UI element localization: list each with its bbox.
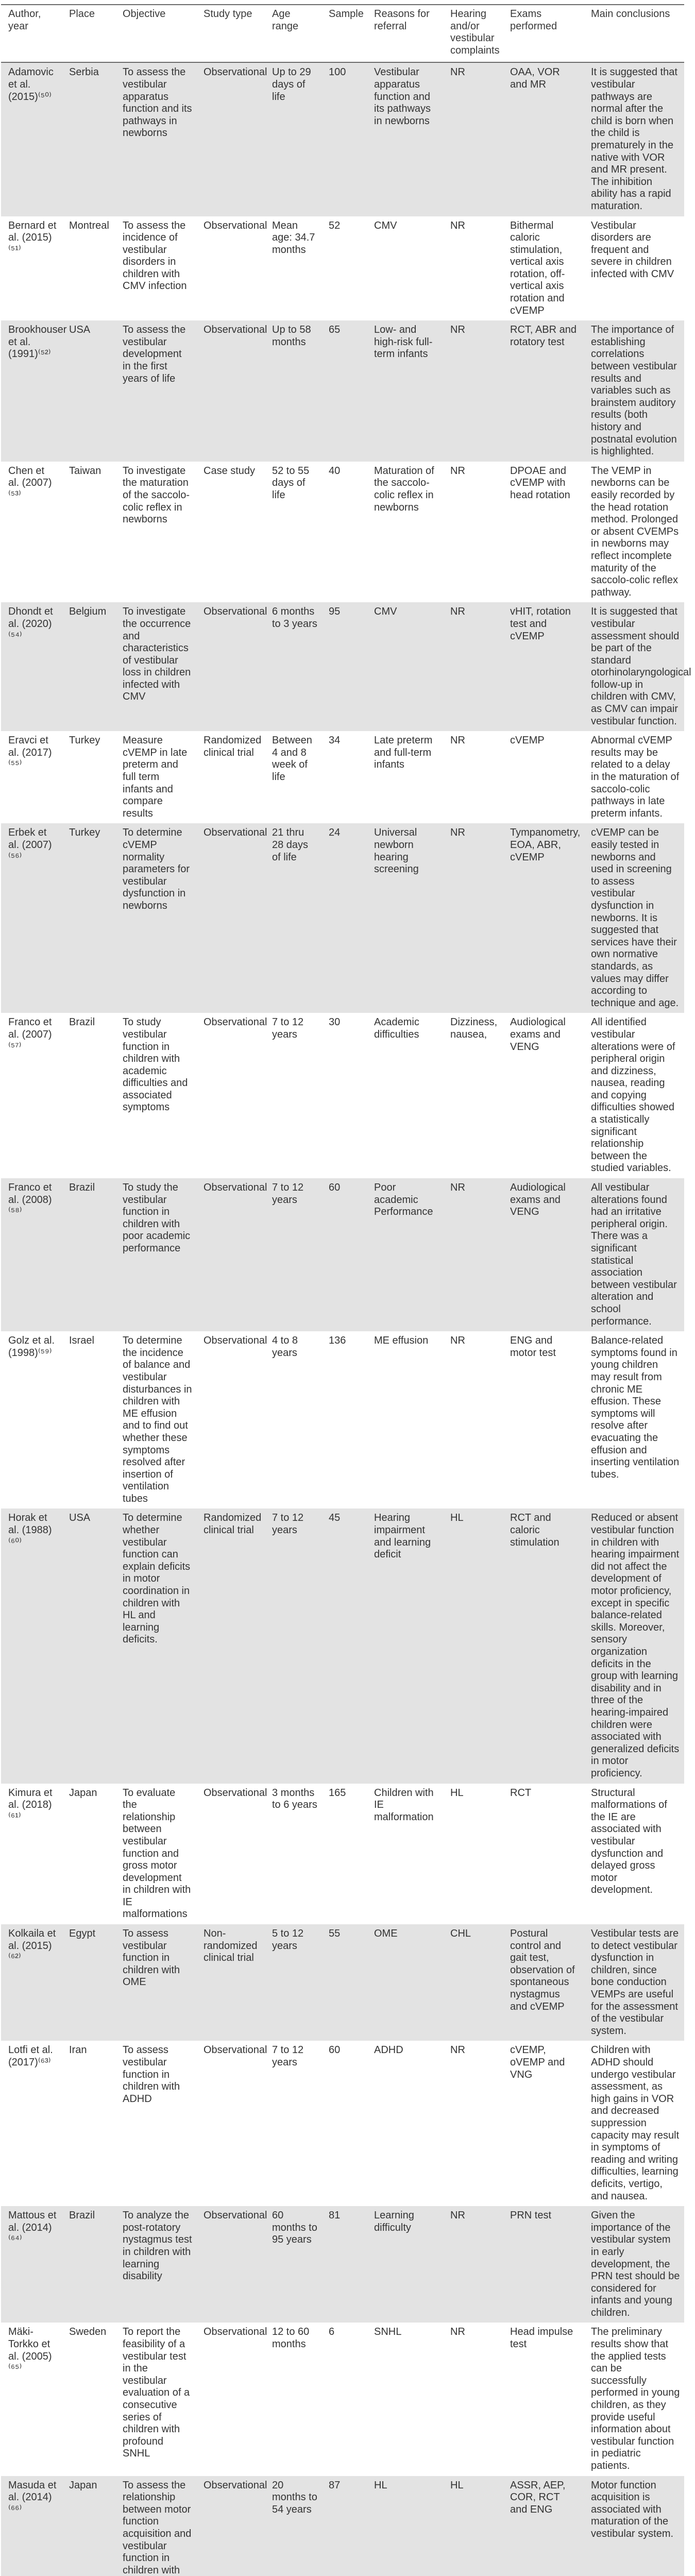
cell-place: Montreal	[62, 216, 115, 321]
cell-reasons-for-referral: CMV	[367, 602, 443, 731]
cell-author-year: Lotfi et al. (2017)⁽⁶³⁾	[1, 2041, 62, 2206]
cell-author-year: Franco et al. (2007)⁽⁵⁷⁾	[1, 1013, 62, 1178]
cell-reasons-for-referral: ADHD	[367, 2041, 443, 2206]
cell-sample: 45	[321, 1509, 367, 1783]
cell-place: USA	[62, 1509, 115, 1783]
cell-hearing-vestibular-complaints: NR	[443, 62, 503, 216]
cell-author-year: Brookhouser et al. (1991)⁽⁵²⁾	[1, 320, 62, 462]
cell-reasons-for-referral: Children with IE malformation	[367, 1784, 443, 1925]
cell-objective: To analyze the post-rotatory nystagmus test in children with learning disability	[115, 2206, 196, 2323]
cell-author-year: Mattous et al. (2014)⁽⁶⁴⁾	[1, 2206, 62, 2323]
cell-main-conclusions: It is suggested that vestibular pathways are normal after the child is born when the child is prematurely in the native with VOR and MR present. The inhibition ability has a rapid maturation.	[584, 62, 684, 216]
cell-place: Israel	[62, 1331, 115, 1509]
table-body	[1, 62, 691, 2576]
cell-study-type: Observational	[196, 823, 265, 1013]
cell-place: Brazil	[62, 1178, 115, 1331]
cell-study-type: Non-randomized clinical trial	[196, 1924, 265, 2041]
cell-place: Turkey	[62, 731, 115, 823]
studies-table	[1, 4, 691, 2576]
cell-author-year: Erbek et al. (2007)⁽⁵⁶⁾	[1, 823, 62, 1013]
cell-age-range: 3 months to 6 years	[265, 1784, 321, 1925]
cell-exams-performed: ASSR, AEP, COR, RCT and ENG	[503, 2476, 584, 2576]
cell-exams-performed: OAA, VOR and MR	[503, 62, 584, 216]
cell-objective: To evaluate the relationship between vestibular function and gross motor development in children with IE malformations	[115, 1784, 196, 1925]
cell-age-range: 7 to 12 years	[265, 1178, 321, 1331]
cell-hearing-vestibular-complaints: HL	[443, 1784, 503, 1925]
cell-study-type: Observational	[196, 2323, 265, 2476]
cell-objective: To report the feasibility of a vestibular test in the vestibular evaluation of a consecutive series of children with profound SNHL	[115, 2323, 196, 2476]
cell-reasons-for-referral: Low- and high-risk full-term infants	[367, 320, 443, 462]
cell-reasons-for-referral: Hearing impairment and learning deficit	[367, 1509, 443, 1783]
cell-age-range: 12 to 60 months	[265, 2323, 321, 2476]
cell-author-year: Franco et al. (2008)⁽⁵⁸⁾	[1, 1178, 62, 1331]
cell-exams-performed: cVEMP, oVEMP and VNG	[503, 2041, 584, 2206]
cell-place: Japan	[62, 2476, 115, 2576]
table-row	[1, 320, 684, 462]
cell-place: Egypt	[62, 1924, 115, 2041]
cell-place: Brazil	[62, 2206, 115, 2323]
cell-author-year: Eravci et al. (2017)⁽⁵⁵⁾	[1, 731, 62, 823]
column-header-main-conclusions: Main conclusions	[591, 8, 670, 20]
table-row	[1, 2476, 684, 2576]
cell-exams-performed: Audiological exams and VENG	[503, 1178, 584, 1331]
cell-sample: 81	[321, 2206, 367, 2323]
cell-sample: 30	[321, 1013, 367, 1178]
cell-exams-performed: ENG and motor test	[503, 1331, 584, 1509]
cell-age-range: 7 to 12 years	[265, 1013, 321, 1178]
cell-hearing-vestibular-complaints: NR	[443, 216, 503, 321]
column-header-study-type: Study type	[204, 8, 252, 20]
cell-sample: 55	[321, 1924, 367, 2041]
cell-reasons-for-referral: Vestibular apparatus function and its pathways in newborns	[367, 62, 443, 216]
column-header-age-range: Age range	[272, 8, 299, 32]
cell-hearing-vestibular-complaints: CHL	[443, 1924, 503, 2041]
cell-age-range: 52 to 55 days of life	[265, 462, 321, 603]
cell-author-year: Dhondt et al. (2020)⁽⁵⁴⁾	[1, 602, 62, 731]
cell-main-conclusions: Balance-related symptoms found in young children may result from chronic ME effusion. These symptoms will resolve after evacuating the effusion and inserting ventilation tubes.	[584, 1331, 684, 1509]
cell-sample: 60	[321, 1178, 367, 1331]
cell-place: Taiwan	[62, 462, 115, 603]
cell-hearing-vestibular-complaints: NR	[443, 462, 503, 603]
cell-exams-performed: Audiological exams and VENG	[503, 1013, 584, 1178]
cell-study-type: Observational	[196, 1178, 265, 1331]
cell-study-type: Observational	[196, 2041, 265, 2206]
cell-objective: To study vestibular function in children with academic difficulties and associated symptoms	[115, 1013, 196, 1178]
cell-objective: To assess the vestibular apparatus function and its pathways in newborns	[115, 62, 196, 216]
cell-sample: 60	[321, 2041, 367, 2206]
cell-objective: To assess vestibular function in children with OME	[115, 1924, 196, 2041]
cell-age-range: 5 to 12 years	[265, 1924, 321, 2041]
cell-study-type: Observational	[196, 62, 265, 216]
column-header-exams-performed: Exams performed	[510, 8, 557, 32]
cell-study-type: Observational	[196, 1331, 265, 1509]
cell-main-conclusions: Structural malformations of the IE are associated with vestibular dysfunction and delayed gross motor development.	[584, 1784, 684, 1925]
cell-author-year: Masuda et al. (2014)⁽⁶⁶⁾	[1, 2476, 62, 2576]
cell-sample: 40	[321, 462, 367, 603]
column-header-reasons-for-referral: Reasons for referral	[374, 8, 430, 32]
cell-place: Serbia	[62, 62, 115, 216]
cell-main-conclusions: The importance of establishing correlations between vestibular results and variables such as brainstem auditory results (both history and postnatal evolution is highlighted.	[584, 320, 684, 462]
cell-main-conclusions: It is suggested that vestibular assessment should be part of the standard otorhinolaryngological follow-up in children with CMV, as CMV can impair vestibular function.	[584, 602, 684, 731]
cell-exams-performed: PRN test	[503, 2206, 584, 2323]
cell-hearing-vestibular-complaints: NR	[443, 320, 503, 462]
cell-exams-performed: cVEMP	[503, 731, 584, 823]
cell-sample: 95	[321, 602, 367, 731]
table-row	[1, 216, 684, 321]
cell-exams-performed: RCT	[503, 1784, 584, 1925]
cell-sample: 6	[321, 2323, 367, 2476]
cell-study-type: Case study	[196, 462, 265, 603]
cell-sample: 165	[321, 1784, 367, 1925]
table-row	[1, 1784, 684, 1925]
cell-objective: To determine cVEMP normality parameters for vestibular dysfunction in newborns	[115, 823, 196, 1013]
cell-age-range: Between 4 and 8 week of life	[265, 731, 321, 823]
table-row	[1, 602, 684, 731]
table-row	[1, 823, 684, 1013]
cell-objective: To investigate the occurrence and characteristics of vestibular loss in children infected with CMV	[115, 602, 196, 731]
cell-reasons-for-referral: Learning difficulty	[367, 2206, 443, 2323]
table-row	[1, 1509, 684, 1783]
cell-study-type: Observational	[196, 602, 265, 731]
cell-study-type: Observational	[196, 1013, 265, 1178]
cell-hearing-vestibular-complaints: HL	[443, 2476, 503, 2576]
cell-study-type: Observational	[196, 2206, 265, 2323]
cell-main-conclusions: Children with ADHD should undergo vestibular assessment, as high gains in VOR and decreased suppression capacity may result in symptoms of reading and writing difficulties, learning deficits, vertigo, and nausea.	[584, 2041, 684, 2206]
cell-author-year: Golz et al. (1998)⁽⁵⁹⁾	[1, 1331, 62, 1509]
cell-reasons-for-referral: OME	[367, 1924, 443, 2041]
cell-reasons-for-referral: Poor academic Performance	[367, 1178, 443, 1331]
table-row	[1, 1331, 684, 1509]
cell-main-conclusions: Given the importance of the vestibular system in early development, the PRN test should be considered for infants and young children.	[584, 2206, 684, 2323]
table-row	[1, 62, 684, 216]
cell-study-type: Randomized clinical trial	[196, 1509, 265, 1783]
cell-author-year: Horak et al. (1988)⁽⁶⁰⁾	[1, 1509, 62, 1783]
cell-age-range: 4 to 8 years	[265, 1331, 321, 1509]
cell-age-range: Up to 58 months	[265, 320, 321, 462]
cell-sample: 136	[321, 1331, 367, 1509]
cell-hearing-vestibular-complaints: NR	[443, 1178, 503, 1331]
cell-sample: 34	[321, 731, 367, 823]
cell-objective: To study the vestibular function in children with poor academic performance	[115, 1178, 196, 1331]
cell-main-conclusions: All vestibular alterations found had an irritative peripheral origin. There was a significant statistical association between vestibular alteration and school performance.	[584, 1178, 684, 1331]
cell-age-range: 21 thru 28 days of life	[265, 823, 321, 1013]
cell-main-conclusions: All identified vestibular alterations were of peripheral origin and dizziness, nausea, reading and copying difficulties showed a statistically significant relationship between the studied variables.	[584, 1013, 684, 1178]
header-row	[1, 5, 684, 62]
cell-objective: To determine whether vestibular function can explain deficits in motor coordination in children with HL and learning deficits.	[115, 1509, 196, 1783]
table-row	[1, 731, 684, 823]
cell-exams-performed: DPOAE and cVEMP with head rotation	[503, 462, 584, 603]
cell-place: USA	[62, 320, 115, 462]
cell-hearing-vestibular-complaints: NR	[443, 2041, 503, 2206]
cell-objective: To assess vestibular function in children with ADHD	[115, 2041, 196, 2206]
cell-main-conclusions: Motor function acquisition is associated with maturation of the vestibular system.	[584, 2476, 684, 2576]
cell-main-conclusions: Reduced or absent vestibular function in children with hearing impairment did not affect the development of motor proficiency, except in specific balance-related skills. Moreover, sensory organization deficits in the group with learning disability and in three of the hearing-impaired children were associated with generalized deficits in motor proficiency.	[584, 1509, 684, 1783]
cell-objective: To assess the incidence of vestibular disorders in children with CMV infection	[115, 216, 196, 321]
cell-author-year: Mäki-Torkko et al. (2005)⁽⁶⁵⁾	[1, 2323, 62, 2476]
cell-main-conclusions: Abnormal cVEMP results may be related to a delay in the maturation of saccolo-colic pathways in late preterm infants.	[584, 731, 684, 823]
cell-reasons-for-referral: Academic difficulties	[367, 1013, 443, 1178]
cell-objective: Measure cVEMP in late preterm and full term infants and compare results	[115, 731, 196, 823]
cell-reasons-for-referral: SNHL	[367, 2323, 443, 2476]
table-row	[1, 1013, 684, 1178]
cell-exams-performed: Postural control and gait test, observation of spontaneous nystagmus and cVEMP	[503, 1924, 584, 2041]
cell-age-range: 7 to 12 years	[265, 2041, 321, 2206]
cell-author-year: Kimura et al. (2018)⁽⁶¹⁾	[1, 1784, 62, 1925]
cell-reasons-for-referral: ME effusion	[367, 1331, 443, 1509]
cell-sample: 65	[321, 320, 367, 462]
cell-hearing-vestibular-complaints: NR	[443, 731, 503, 823]
cell-age-range: 6 months to 3 years	[265, 602, 321, 731]
cell-author-year: Chen et al. (2007)⁽⁵³⁾	[1, 462, 62, 603]
column-header-author-year: Author, year	[8, 8, 41, 32]
table-row	[1, 462, 684, 603]
cell-age-range: Mean age: 34.7 months	[265, 216, 321, 321]
cell-main-conclusions: The VEMP in newborns can be easily recorded by the head rotation method. Prolonged or absent CVEMPs in newborns may reflect incomplete maturity of the saccolo-colic reflex pathway.	[584, 462, 684, 603]
table-row	[1, 2041, 684, 2206]
cell-place: Sweden	[62, 2323, 115, 2476]
cell-objective: To assess the vestibular development in the first years of life	[115, 320, 196, 462]
cell-study-type: Observational	[196, 320, 265, 462]
cell-exams-performed: Tympanometry, EOA, ABR, cVEMP	[503, 823, 584, 1013]
cell-objective: To determine the incidence of balance and vestibular disturbances in children with ME effusion and to find out whether these symptoms resolved after insertion of ventilation tubes	[115, 1331, 196, 1509]
cell-place: Japan	[62, 1784, 115, 1925]
cell-sample: 100	[321, 62, 367, 216]
cell-sample: 24	[321, 823, 367, 1013]
cell-hearing-vestibular-complaints: NR	[443, 1331, 503, 1509]
cell-study-type: Observational	[196, 216, 265, 321]
cell-main-conclusions: Vestibular tests are to detect vestibular dysfunction in children, since bone conduction VEMPs are useful for the assessment of the vestibular system.	[584, 1924, 684, 2041]
cell-place: Brazil	[62, 1013, 115, 1178]
table-row	[1, 1178, 684, 1331]
cell-hearing-vestibular-complaints: NR	[443, 823, 503, 1013]
cell-hearing-vestibular-complaints: NR	[443, 2323, 503, 2476]
cell-study-type: Observational	[196, 2476, 265, 2576]
cell-objective: To investigate the maturation of the saccolo-colic reflex in newborns	[115, 462, 196, 603]
table-row	[1, 2206, 684, 2323]
cell-age-range: 7 to 12 years	[265, 1509, 321, 1783]
cell-author-year: Bernard et al. (2015)⁽⁵¹⁾	[1, 216, 62, 321]
cell-sample: 87	[321, 2476, 367, 2576]
cell-reasons-for-referral: HL	[367, 2476, 443, 2576]
column-header-sample: Sample	[329, 8, 364, 20]
cell-place: Belgium	[62, 602, 115, 731]
cell-place: Turkey	[62, 823, 115, 1013]
cell-exams-performed: vHIT, rotation test and cVEMP	[503, 602, 584, 731]
cell-sample: 52	[321, 216, 367, 321]
cell-reasons-for-referral: Maturation of the saccolo-colic reflex in newborns	[367, 462, 443, 603]
column-header-place: Place	[69, 8, 95, 20]
cell-author-year: Kolkaila et al. (2015)⁽⁶²⁾	[1, 1924, 62, 2041]
column-header-hearing-vestibular-complaints: Hearing and/or vestibular complaints	[450, 8, 500, 56]
cell-reasons-for-referral: CMV	[367, 216, 443, 321]
cell-exams-performed: RCT, ABR and rotatory test	[503, 320, 584, 462]
cell-exams-performed: RCT and caloric stimulation	[503, 1509, 584, 1783]
cell-hearing-vestibular-complaints: Dizziness, nausea,	[443, 1013, 503, 1178]
cell-main-conclusions: Vestibular disorders are frequent and severe in children infected with CMV	[584, 216, 684, 321]
cell-reasons-for-referral: Late preterm and full-term infants	[367, 731, 443, 823]
cell-age-range: 20 months to 54 years	[265, 2476, 321, 2576]
cell-main-conclusions: The preliminary results show that the applied tests can be successfully performed in young children, as they provide useful information about vestibular function in pediatric patients.	[584, 2323, 684, 2476]
cell-exams-performed: Bithermal caloric stimulation, vertical axis rotation, off-vertical axis rotation and cVEMP	[503, 216, 584, 321]
cell-place: Iran	[62, 2041, 115, 2206]
cell-main-conclusions: cVEMP can be easily tested in newborns and used in screening to assess vestibular dysfunction in newborns. It is suggested that services have their own normative standards, as values may differ according to technique and age.	[584, 823, 684, 1013]
column-header-objective: Objective	[123, 8, 166, 20]
cell-exams-performed: Head impulse test	[503, 2323, 584, 2476]
cell-study-type: Randomized clinical trial	[196, 731, 265, 823]
cell-age-range: Up to 29 days of life	[265, 62, 321, 216]
cell-age-range: 60 months to 95 years	[265, 2206, 321, 2323]
table-row	[1, 1924, 684, 2041]
cell-study-type: Observational	[196, 1784, 265, 1925]
cell-objective: To assess the relationship between motor function acquisition and vestibular function in children with	[115, 2476, 196, 2576]
cell-hearing-vestibular-complaints: NR	[443, 602, 503, 731]
cell-author-year: Adamovic et al. (2015)⁽⁵⁰⁾	[1, 62, 62, 216]
cell-reasons-for-referral: Universal newborn hearing screening	[367, 823, 443, 1013]
table-row	[1, 2323, 684, 2476]
cell-hearing-vestibular-complaints: NR	[443, 2206, 503, 2323]
cell-hearing-vestibular-complaints: HL	[443, 1509, 503, 1783]
